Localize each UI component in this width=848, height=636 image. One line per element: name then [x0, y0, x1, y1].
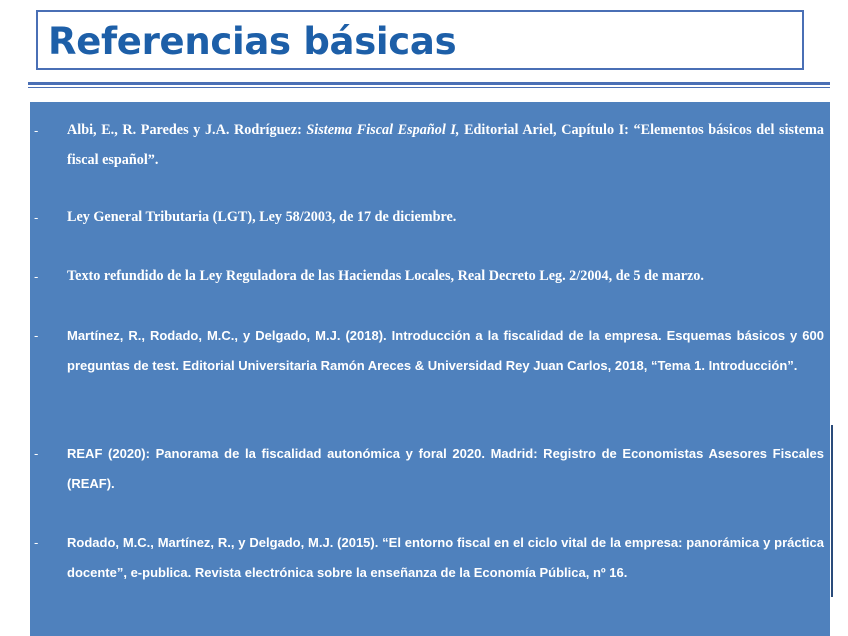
reference-text: Texto refundido de la Ley Reguladora de las Haciendas Locales, Real Decreto Leg. 2/2004, de 5 de marzo. — [67, 268, 704, 284]
reference-text — [67, 116, 824, 175]
reference-details: Editorial Ariel, Capítulo I: “Elementos básicos del sistema fiscal español”. — [67, 122, 824, 168]
bullet-dash: - — [34, 210, 39, 225]
title-box — [36, 10, 804, 70]
reference-authors: Albi, E., R. Paredes y J.A. Rodríguez: — [67, 122, 307, 138]
reference-book-title: Sistema Fiscal Español I, — [306, 122, 460, 138]
title-divider — [28, 82, 830, 85]
bullet-dash: - — [34, 269, 39, 284]
references-panel — [30, 102, 830, 636]
reference-text: REAF (2020): Panorama de la fiscalidad autonómica y foral 2020. Madrid: Registro de Economistas Asesores Fiscales (REAF). — [67, 446, 824, 491]
title-divider-thin — [28, 87, 830, 88]
bullet-dash: - — [34, 328, 39, 343]
bullet-dash: - — [34, 446, 39, 461]
reference-text: Rodado, M.C., Martínez, R., y Delgado, M.J. (2015). “El entorno fiscal en el ciclo vital de la empresa: panorámica y práctica docente”, e-publica. Revista electrónica sobre la enseñanza de la Economía Pública, nº 16. — [67, 535, 824, 580]
reference-text: Ley General Tributaria (LGT), Ley 58/2003, de 17 de diciembre. — [67, 209, 457, 225]
bullet-dash: - — [34, 123, 39, 138]
reference-text: Martínez, R., Rodado, M.C., y Delgado, M.J. (2018). Introducción a la fiscalidad de la empresa. Esquemas básicos y 600 preguntas de test. Editorial Universitaria Ramón Areces & Universidad Rey Juan Carlos, 2018, “Tema 1. Introducción”. — [67, 328, 824, 373]
slide-title: Referencias básicas — [48, 20, 457, 63]
panel-edge-line — [831, 425, 833, 597]
bullet-dash: - — [34, 535, 39, 550]
